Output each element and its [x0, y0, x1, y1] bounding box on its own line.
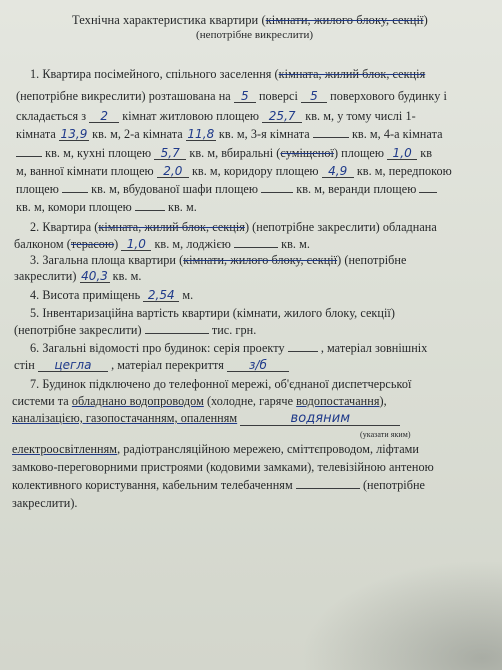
p4-text: 4. Висота приміщень [30, 288, 141, 302]
p1-text: м, ванної кімнати площею [16, 164, 154, 178]
p7-underlined: каналізацією, газопостачанням, опаленням [12, 411, 238, 425]
p1-struck: суміщеної [280, 146, 334, 160]
p7-line5: замково-переговорними пристроями (кодовими замками), телевізійною антеною [12, 460, 434, 474]
p6-text: , матеріал перекриття [111, 358, 224, 372]
p7-line6 [12, 478, 425, 493]
p7-text: (холодне, гаряче [203, 394, 297, 408]
p3-struck: кімнати, жилого блоку, секції [183, 253, 338, 267]
p7-line7: закреслити). [12, 496, 78, 510]
p2-text: кв. м, лоджією [154, 237, 231, 251]
p7-text: (непотрібне [362, 478, 426, 492]
room4-field[interactable] [16, 146, 42, 157]
p3-text: кв. м. [112, 269, 142, 283]
p3-text: ) (непотрібне [337, 253, 407, 267]
p1-text: кімнат житловою площею [122, 109, 260, 123]
p3-text: 3. Загальна площа квартири ( [30, 253, 184, 267]
height-field[interactable]: 2,54 [143, 289, 179, 302]
hallway-field[interactable] [62, 182, 88, 193]
wardrobe-field[interactable] [261, 182, 293, 193]
toilet-field[interactable]: 1,0 [387, 147, 417, 160]
p2-struck: терасою [70, 237, 115, 251]
room3-field[interactable] [313, 127, 349, 138]
p3-line1 [30, 253, 406, 268]
p1-text: поверсі [258, 89, 298, 103]
p7-line3 [12, 411, 400, 426]
p1-line4 [16, 127, 443, 142]
p4-line [30, 288, 193, 303]
p1-text: кв. м, комори площею [16, 200, 132, 214]
p7-underlined: водопостачання [296, 394, 380, 408]
p7-underlined: обладнано водопроводом [71, 394, 204, 408]
p1-text: кв [420, 146, 433, 160]
p1-text: ) площею [333, 146, 385, 160]
room2-field[interactable]: 11,8 [187, 127, 215, 141]
p1-line5 [16, 146, 432, 161]
p7-line4 [12, 442, 419, 457]
title-struck: кімнати, жилого блоку, секції [265, 13, 424, 27]
p1-text: кв. м, 3-я кімната [218, 127, 310, 141]
p1-text: кв. м, коридору площею [191, 164, 319, 178]
bath-field[interactable]: 2,0 [157, 165, 189, 178]
p1-line6 [16, 164, 452, 179]
slab-material-field[interactable]: з/б [227, 359, 289, 372]
p2-text: кв. м. [281, 237, 310, 251]
p1-text: кв. м, вбудованої шафи площею [91, 182, 259, 196]
p1-text: кв. м, кухні площею [45, 146, 152, 160]
p6-text: , матеріал зовнішніх [320, 341, 428, 355]
balcony-field[interactable]: 1,0 [121, 238, 151, 251]
p2-line2 [14, 237, 310, 252]
p5-text: тис. грн. [211, 323, 257, 337]
p1-struck: кімната, жилий блок, секція [278, 67, 426, 81]
inventory-value-field[interactable] [145, 323, 209, 334]
p7-text: , радіотрансляційною мережею, сміттєпроводом, ліфтами [117, 442, 419, 456]
corridor-field[interactable]: 4,9 [322, 165, 354, 178]
p1-text: поверхового будинку і [330, 89, 447, 103]
p2-struck: кімната, жилий блок, секція [98, 220, 245, 234]
p1-text: кв. м, веранди площею [296, 182, 417, 196]
p1-text: кв. м, передпокою [356, 164, 452, 178]
p1-text: (непотрібне викреслити) розташована на [16, 89, 231, 103]
kitchen-field[interactable]: 5,7 [154, 147, 186, 160]
room1-field[interactable]: 13,9 [60, 127, 88, 141]
p2-text: ) (непотрібне закреслити) обладнана [244, 220, 437, 234]
total-area-field[interactable]: 40,3 [81, 269, 108, 283]
p6-text: 6. Загальні відомості про будинок: серія проекту [30, 341, 285, 355]
p6-text: стін [14, 358, 35, 372]
p1-text: кв. м, 4-а кімната [351, 127, 443, 141]
p7-text: системи та [12, 394, 69, 408]
p7-underlined: електроосвітленням [12, 442, 118, 456]
document-title [72, 13, 428, 28]
p3-text: закреслити) [14, 269, 77, 283]
p1-text: кв. м, вбиральні ( [189, 146, 281, 160]
p5-line2 [14, 323, 256, 338]
p2-text: балконом ( [14, 237, 71, 251]
floor-field[interactable]: 5 [234, 90, 256, 103]
p7-line1: 7. Будинок підключено до телефонної мережі, об'єднаної диспетчерської [30, 377, 412, 391]
p2-text: 2. Квартира ( [30, 220, 99, 234]
p7-line2 [12, 394, 387, 409]
p5-text: (непотрібне закреслити) [14, 323, 142, 337]
p3-line2 [14, 269, 142, 284]
title-close: ) [423, 13, 428, 27]
p1-line8 [16, 200, 197, 215]
p1-text: складається з [16, 109, 87, 123]
p4-text: м. [182, 288, 194, 302]
p1-text: кв. м, 2-а кімната [92, 127, 183, 141]
page-shadow [300, 560, 502, 670]
project-series-field[interactable] [288, 341, 318, 352]
p6-line1 [30, 341, 427, 356]
p6-line2 [14, 358, 289, 373]
p1-line1 [30, 67, 425, 82]
p1-text: кв. м. [168, 200, 197, 214]
rooms-field[interactable]: 2 [89, 110, 119, 123]
heating-field[interactable]: водяним [240, 412, 400, 426]
p5-line1: 5. Інвентаризаційна вартість квартири (кімнати, жилого блоку, секції) [30, 306, 395, 320]
p1-text: кімната [16, 127, 56, 141]
p7-text: ), [379, 394, 387, 408]
walls-material-field[interactable]: цегла [38, 359, 108, 372]
veranda-field[interactable] [419, 182, 437, 193]
p1-line2 [16, 89, 447, 104]
floors-total-field[interactable]: 5 [301, 90, 327, 103]
loggia-field[interactable] [234, 237, 278, 248]
p1-text: кв. м, у тому числі 1- [305, 109, 416, 123]
p1-text: 1. Квартира посімейного, спільного заселення ( [30, 67, 279, 81]
storage-field[interactable] [135, 200, 165, 211]
title-note: (непотрібне викреслити) [196, 29, 314, 41]
p2-text: ) [114, 237, 119, 251]
title-text: Технічна характеристика квартири ( [72, 13, 266, 27]
p2-line1 [30, 220, 437, 235]
p7-text: колективного користування, кабельним телебаченням [12, 478, 293, 492]
living-area-field[interactable]: 25,7 [262, 110, 302, 123]
p1-text: площею [16, 182, 59, 196]
heating-note: (указати яким) [360, 430, 411, 439]
p1-line3 [16, 109, 416, 124]
p1-line7 [16, 182, 437, 197]
cable-tv-field[interactable] [296, 478, 360, 489]
